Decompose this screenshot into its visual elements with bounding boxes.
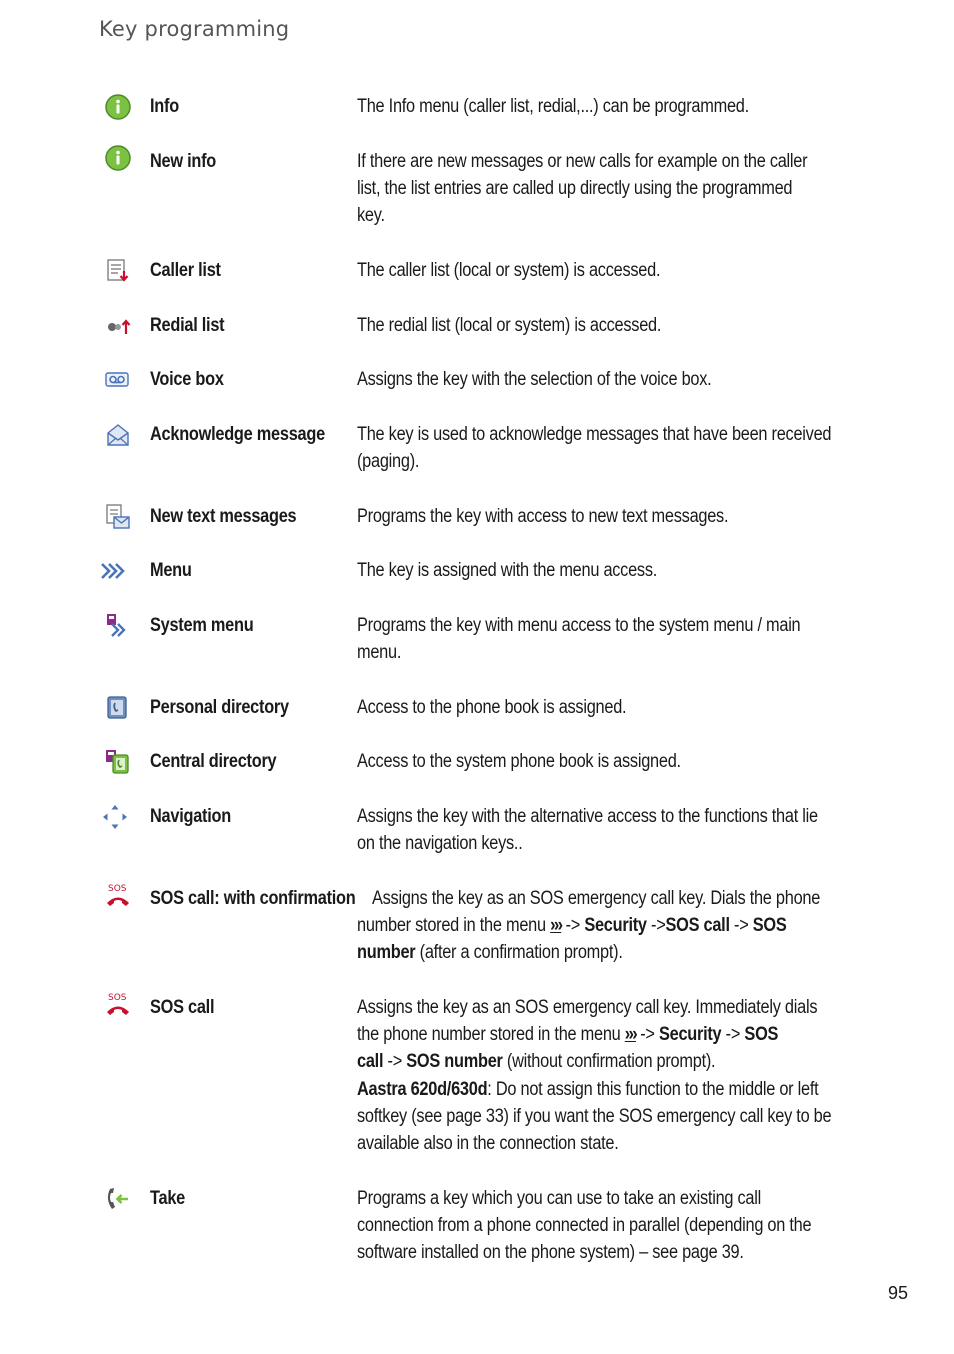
row-desc: Assigns the key as an SOS emergency call key. Immediately dials the phone number stored in the menu ››› -> Security -> SOS call -> SOS number (without confirmation prompt). Aastra 620d/630d: Do not assign this function to the middle or left softkey (see page 33) if you want the SOS emergency call key to be available also in the connection state.: [357, 997, 832, 1155]
row-desc: Programs the key with access to new text messages.: [357, 506, 729, 527]
row-label: SOS call: [150, 997, 215, 1018]
info-icon: [104, 144, 132, 172]
menu-arrows-icon: ›››: [550, 915, 562, 937]
svg-text:SOS: SOS: [108, 884, 127, 894]
row-label: Central directory: [150, 751, 277, 772]
row-label: Voice box: [150, 369, 224, 390]
envelope-icon: [104, 421, 132, 449]
row-desc: Programs a key which you can use to take an existing call connection from a phone connected in parallel (depending on the software installed on the phone system) – see page 39.: [357, 1188, 812, 1264]
page-number: 95: [888, 1283, 909, 1303]
sos-icon: [104, 990, 132, 1018]
central-directory-icon: [104, 748, 132, 776]
info-icon: [104, 93, 132, 121]
personal-directory-icon: [104, 694, 132, 722]
sos-icon: [104, 881, 132, 909]
menu-arrows-icon: ›››: [624, 1024, 636, 1046]
take-call-icon: [104, 1185, 132, 1213]
row-desc: Assigns the key with the selection of the voice box.: [357, 369, 712, 390]
row-desc: The key is used to acknowledge messages that have been received (paging).: [357, 424, 832, 473]
navigation-icon: [101, 803, 129, 831]
row-label: New info: [150, 151, 217, 172]
svg-text:SOS: SOS: [108, 993, 127, 1003]
row-desc: Assigns the key with the alternative access to the functions that lie on the navigation keys..: [357, 806, 818, 855]
page-header: Key programming: [99, 17, 290, 41]
voice-box-icon: [104, 366, 132, 394]
row-label: Info: [150, 96, 179, 117]
row-desc: The caller list (local or system) is accessed.: [357, 260, 661, 281]
row-label: Navigation: [150, 806, 231, 827]
row-desc: The key is assigned with the menu access.: [357, 560, 658, 581]
row-desc: The Info menu (caller list, redial,...) can be programmed.: [357, 96, 749, 117]
row-desc: Programs the key with menu access to the system menu / main menu.: [357, 615, 801, 664]
text-message-icon: [104, 503, 132, 531]
row-desc: The redial list (local or system) is accessed.: [357, 315, 662, 336]
row-desc: If there are new messages or new calls for example on the caller list, the list entries are called up directly using the programmed key.: [357, 151, 808, 227]
row-label: Menu: [150, 560, 192, 581]
row-label: Acknowledge message: [150, 424, 325, 445]
row-label: Take: [150, 1188, 186, 1209]
redial-list-icon: [104, 312, 132, 340]
row-label: Personal directory: [150, 697, 289, 718]
row-label: New text messages: [150, 506, 297, 527]
row-label: Caller list: [150, 260, 221, 281]
row-label: Redial list: [150, 315, 225, 336]
row-desc: Assigns the key as an SOS emergency call key. Dials the phone: [372, 888, 821, 909]
row-label: System menu: [150, 615, 254, 636]
row-label: SOS call: with confirmation: [150, 888, 356, 909]
menu-arrows-icon: [100, 557, 128, 585]
row-desc-continued: number stored in the menu ››› -> Security ->SOS call -> SOS number (after a confirmation prompt).: [357, 915, 787, 964]
system-menu-icon: [104, 612, 132, 640]
caller-list-icon: [104, 257, 132, 285]
row-desc: Access to the phone book is assigned.: [357, 697, 627, 718]
row-desc: Access to the system phone book is assigned.: [357, 751, 681, 772]
